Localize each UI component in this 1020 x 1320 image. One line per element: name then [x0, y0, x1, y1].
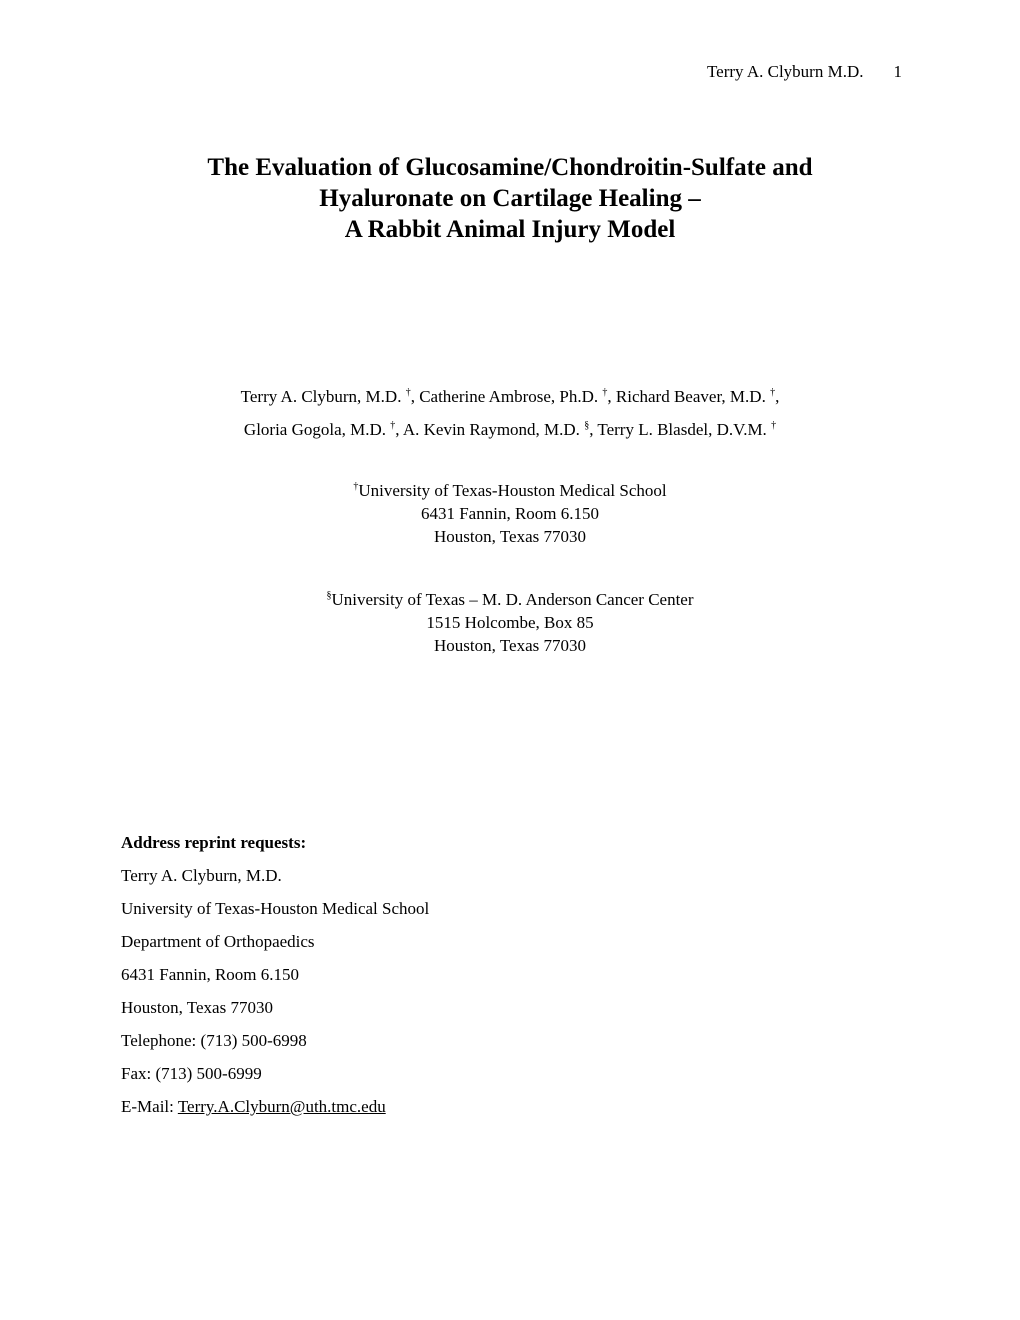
reprint-fax: Fax: (713) 500-6999 — [121, 1064, 262, 1083]
paper-title — [0, 152, 1020, 245]
email-label: E-Mail: — [121, 1097, 178, 1116]
affiliation-block-mdanderson — [0, 588, 1020, 657]
author-line-1 — [0, 380, 1020, 413]
reprint-telephone: Telephone: (713) 500-6998 — [121, 1031, 307, 1050]
affiliation-mark: † — [602, 387, 608, 398]
author-separator: , — [410, 387, 420, 406]
affiliation-address-line: 1515 Holcombe, Box 85 — [426, 613, 594, 632]
running-head-text: Terry A. Clyburn M.D. — [706, 62, 864, 81]
author-name: Gloria Gogola, M.D. — [243, 420, 391, 439]
author-separator: , — [589, 420, 598, 439]
author-name: Catherine Ambrose, Ph.D. — [419, 387, 603, 406]
reprint-city: Houston, Texas 77030 — [121, 998, 273, 1017]
title-line-3: A Rabbit Animal Injury Model — [344, 216, 676, 243]
affiliation-mark: † — [353, 481, 359, 492]
affiliation-mark: † — [770, 387, 776, 398]
reprint-department: Department of Orthopaedics — [121, 932, 315, 951]
author-name: Richard Beaver, M.D. — [615, 387, 771, 406]
title-line-1: The Evaluation of Glucosamine/Chondroitin-Sulfate and — [207, 154, 813, 181]
affiliation-address-line: Houston, Texas 77030 — [434, 636, 586, 655]
affiliation-mark: † — [405, 387, 411, 398]
affiliation-address-line: Houston, Texas 77030 — [434, 527, 586, 546]
author-separator: , — [607, 387, 616, 406]
author-line-2 — [0, 413, 1020, 446]
reprint-institution: University of Texas-Houston Medical School — [121, 899, 430, 918]
affiliation-mark: § — [326, 590, 332, 601]
author-name: Terry L. Blasdel, D.V.M. — [597, 420, 772, 439]
affiliation-mark: † — [771, 420, 777, 431]
affiliation-mark: † — [390, 420, 396, 431]
author-list — [0, 380, 1020, 446]
reprint-request-block — [121, 826, 429, 1123]
title-line-2: Hyaluronate on Cartilage Healing – — [319, 185, 701, 212]
author-separator: , — [775, 387, 780, 406]
author-separator: , — [395, 420, 403, 439]
reprint-street: 6431 Fannin, Room 6.150 — [121, 965, 300, 984]
affiliation-block-uthouston — [0, 479, 1020, 548]
email-link[interactable]: Terry.A.Clyburn@uth.tmc.edu — [177, 1097, 386, 1116]
affiliation-name: §University of Texas – M. D. Anderson Cancer Center — [326, 590, 694, 609]
affiliation-name: †University of Texas-Houston Medical School — [353, 481, 667, 500]
affiliation-address-line: 6431 Fannin, Room 6.150 — [420, 504, 600, 523]
page-number: 1 — [893, 62, 902, 81]
reprint-heading: Address reprint requests: — [121, 833, 307, 852]
affiliation-mark: § — [584, 420, 590, 431]
reprint-name: Terry A. Clyburn, M.D. — [121, 866, 282, 885]
author-name: Terry A. Clyburn, M.D. — [240, 387, 406, 406]
running-header — [707, 62, 902, 82]
reprint-email-line — [121, 1090, 429, 1123]
author-name: A. Kevin Raymond, M.D. — [402, 420, 585, 439]
